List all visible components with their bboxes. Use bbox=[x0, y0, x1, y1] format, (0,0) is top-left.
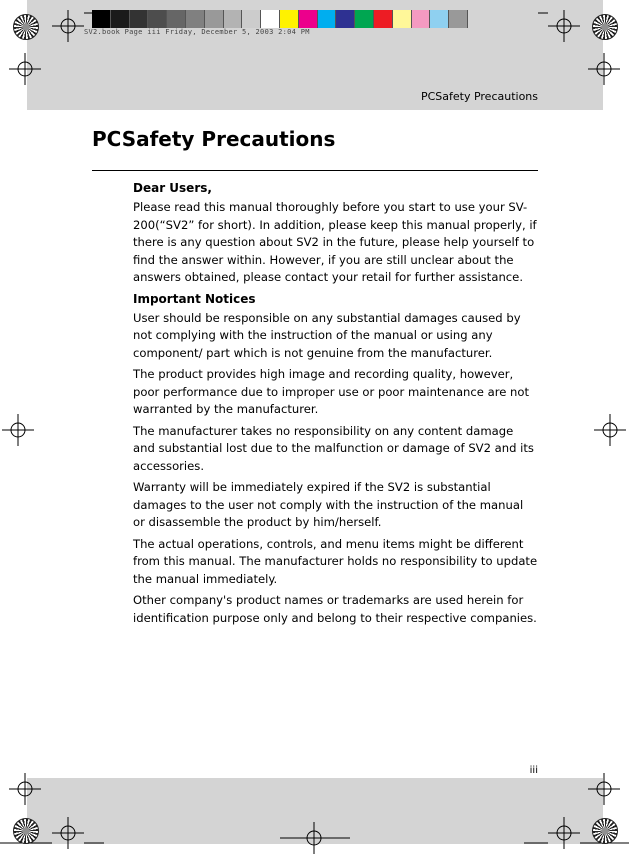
paragraph: Warranty will be immediately expired if the SV2 is substantial damages to the user not comply with the instruction of the manual or disassemble the product by him/herself. bbox=[133, 480, 524, 529]
paragraph: The product provides high image and recording quality, however, poor performance due to improper use or poor maintenance are not warranted by the manufacturer. bbox=[133, 367, 530, 416]
body-content bbox=[133, 180, 538, 631]
rosette-mark-icon bbox=[13, 818, 39, 844]
crosshair-icon bbox=[594, 414, 626, 446]
section-heading: Important Notices bbox=[133, 291, 256, 306]
printer-slug: SV2.book Page iii Friday, December 5, 2003 2:04 PM bbox=[84, 28, 310, 36]
page-number: iii bbox=[529, 765, 538, 776]
paragraph: User should be responsible on any substantial damages caused by not complying with the instruction of the manual or using any component/ part which is not genuine from the manufacturer. bbox=[133, 310, 521, 360]
crosshair-icon bbox=[2, 414, 34, 446]
crosshair-icon bbox=[548, 10, 580, 42]
crosshair-icon bbox=[9, 53, 41, 85]
running-head: PCSafety Precautions bbox=[420, 90, 538, 103]
crosshair-icon bbox=[52, 10, 84, 42]
crosshair-icon bbox=[52, 817, 84, 849]
crosshair-icon bbox=[588, 53, 620, 85]
paragraph: Please read this manual thoroughly before you start to use your SV-200(“SV2” for short). In addition, please keep this manual properly, if there is any question about SV2 in the future, please help yourself to find the answer within. However, if you are still unclear about the answers obtained, please contact your retail for further assistance. bbox=[133, 200, 537, 284]
page-title: PCSafety Precautions bbox=[92, 127, 336, 151]
paragraph: The actual operations, controls, and menu items might be different from this manual. The manufacturer holds no responsibility to update the manual immediately. bbox=[133, 536, 538, 586]
crosshair-icon bbox=[9, 773, 41, 805]
rosette-mark-icon bbox=[13, 14, 39, 40]
crosshair-icon bbox=[298, 822, 330, 854]
crosshair-icon bbox=[548, 817, 580, 849]
paragraph: The manufacturer takes no responsibility on any content damage and substantial lost due to the malfunction or damage of SV2 and its accessories. bbox=[133, 423, 534, 473]
crosshair-icon bbox=[588, 773, 620, 805]
rosette-mark-icon bbox=[592, 14, 618, 40]
title-rule bbox=[92, 170, 538, 171]
section-heading: Dear Users, bbox=[133, 181, 212, 195]
rosette-mark-icon bbox=[592, 818, 618, 844]
paragraph: Other company's product names or trademarks are used herein for identification purpose only and belong to their respective companies. bbox=[133, 593, 537, 625]
